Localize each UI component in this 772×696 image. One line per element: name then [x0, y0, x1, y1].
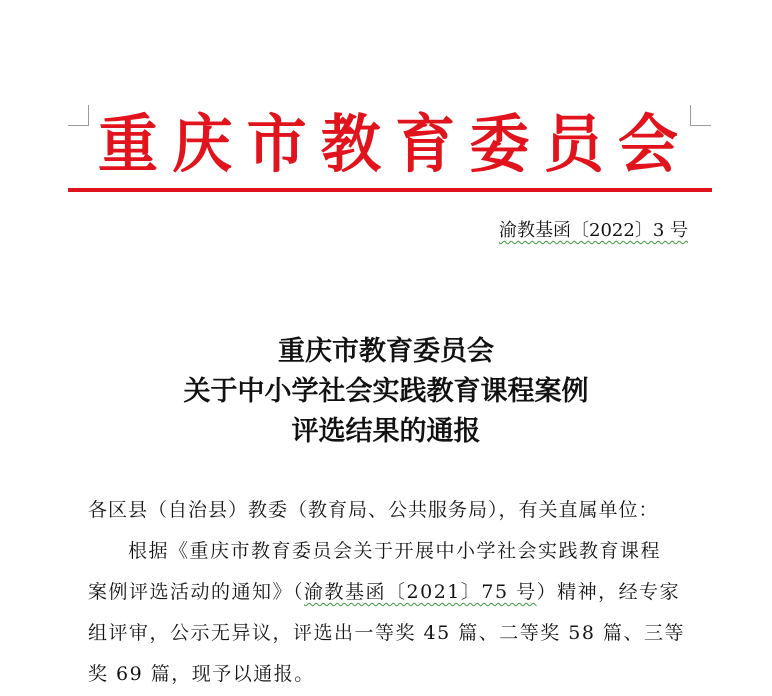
masthead-char: 员 — [543, 108, 604, 182]
masthead-char: 育 — [395, 108, 456, 182]
salutation: 各区县（自治县）教委（教育局、公共服务局），有关直属单位： — [88, 499, 659, 521]
document-number: 渝教基函〔2022〕3 号 — [499, 220, 688, 241]
paragraph-text: ）精神，经专家 — [536, 581, 681, 603]
masthead-char: 市 — [246, 108, 307, 182]
document-title — [0, 332, 772, 452]
title-line-2: 关于中小学社会实践教育课程案例 — [183, 376, 589, 407]
masthead-title — [70, 104, 710, 186]
masthead-char: 庆 — [172, 108, 233, 182]
masthead-char: 委 — [469, 108, 530, 182]
paragraph-text: 案例评选活动的通知》（ — [88, 581, 305, 603]
title-line-3: 评选结果的通报 — [291, 416, 481, 447]
paragraph-line: 奖 69 篇，现予以通报。 — [88, 663, 315, 685]
title-line-1: 重庆市教育委员会 — [278, 336, 494, 367]
paragraph-line: 根据《重庆市教育委员会关于开展中小学社会实践教育课程 — [128, 540, 662, 562]
red-header-rule — [68, 188, 712, 192]
paragraph-line: 组评审，公示无异议，评选出一等奖 45 篇、二等奖 58 篇、三等 — [88, 622, 686, 644]
masthead-char: 教 — [320, 108, 381, 182]
paragraph-line — [88, 572, 692, 613]
document-body — [88, 490, 692, 695]
masthead-char: 会 — [617, 108, 678, 182]
masthead-char: 重 — [98, 108, 158, 182]
referenced-document-number: 渝教基函〔2021〕75 号 — [304, 581, 537, 603]
